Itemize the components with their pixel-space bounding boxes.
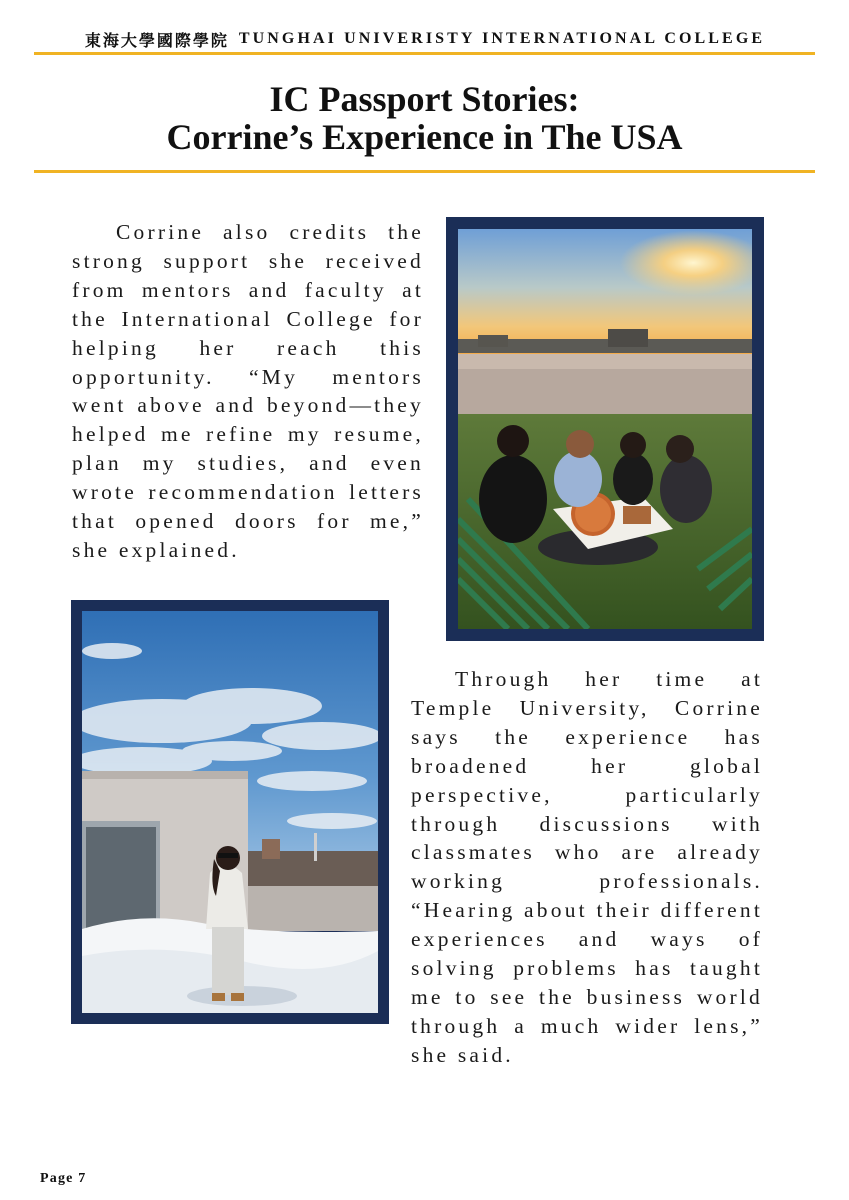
paragraph-mentors: Corrine also credits the strong support she received from mentors and faculty at the International College for helping her reach this opportunity. “My mentors went above and beyond—they helped me refine my resume, plan my studies, and even wrote recommendation letters that opened doors for me,” she explained. xyxy=(72,220,424,562)
header-english-name: TUNGHAI UNIVERISTY INTERNATIONAL COLLEGE xyxy=(238,30,766,47)
paragraph-global-perspective: Through her time at Temple University, Corrine says the experience has broadened her global perspective, particularly through discussions with classmates who are already working professionals. “Hearing about their different experiences and ways of solving problems has taught me to see the business world through a much wider lens,” she said. xyxy=(411,667,763,1067)
header-chinese-name: 東海大學國際學院 xyxy=(84,30,229,50)
page-number: Page 7 xyxy=(40,1171,87,1186)
snowy-rooftop-image xyxy=(82,611,378,1013)
rooftop-sunset-image xyxy=(458,229,752,629)
header-divider xyxy=(34,52,815,55)
rooftop-dinner-photo xyxy=(446,217,764,641)
title-line-2: Corrine’s Experience in The USA xyxy=(166,117,683,157)
snow-rooftop-photo xyxy=(71,600,389,1024)
title-line-1: IC Passport Stories: xyxy=(269,79,580,119)
title-divider xyxy=(34,170,815,173)
page-title xyxy=(34,80,815,156)
page-header xyxy=(36,26,814,52)
